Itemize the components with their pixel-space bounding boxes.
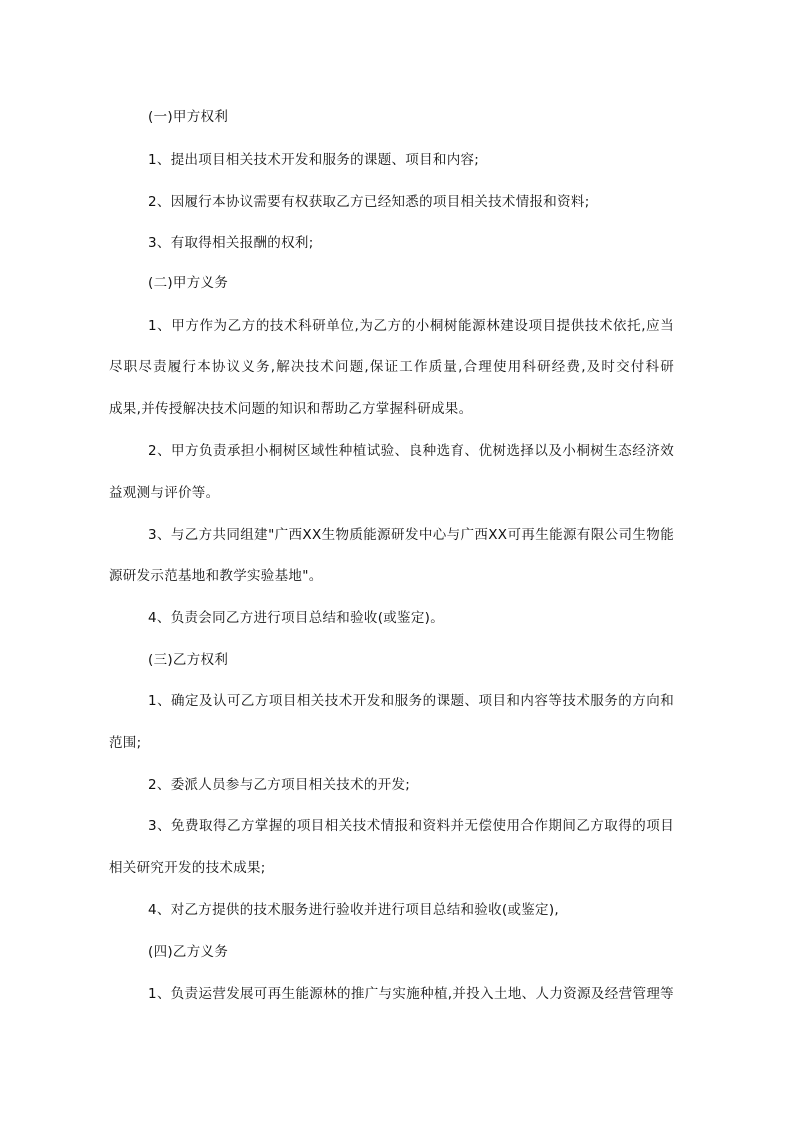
- paragraph-line: 2、因履行本协议需要有权获取乙方已经知悉的项目相关技术情报和资料;: [148, 194, 590, 210]
- paragraph-line: 尽职尽责履行本协议义务,解决技术问题,保证工作质量,合理使用科研经费,及时交付科研: [109, 359, 674, 375]
- paragraph-line: 4、负责会同乙方进行项目总结和验收(或鉴定)。: [148, 610, 445, 626]
- paragraph-line: 成果,并传授解决技术问题的知识和帮助乙方掌握科研成果。: [109, 401, 473, 417]
- paragraph-line: 1、确定及认可乙方项目相关技术开发和服务的课题、项目和内容等技术服务的方向和: [148, 693, 674, 709]
- section-heading-party-a-rights: (一)甲方权利: [148, 109, 229, 125]
- section-heading-party-b-rights: (三)乙方权利: [148, 652, 229, 668]
- paragraph-line: 1、负责运营发展可再生能源林的推广与实施种植,并投入土地、人力资源及经营管理等: [148, 986, 674, 1002]
- paragraph-line: 4、对乙方提供的技术服务进行验收并进行项目总结和验收(或鉴定),: [148, 902, 560, 918]
- paragraph-line: 源研发示范基地和教学实验基地"。: [109, 568, 323, 584]
- paragraph-line: 2、甲方负责承担小桐树区域性种植试验、良种选育、优树选择以及小桐树生态经济效: [148, 443, 674, 459]
- section-heading-party-a-obligations: (二)甲方义务: [148, 275, 229, 291]
- paragraph-line: 相关研究开发的技术成果;: [109, 860, 266, 876]
- paragraph-line: 范围;: [109, 735, 142, 751]
- paragraph-line: 3、有取得相关报酬的权利;: [148, 235, 314, 251]
- paragraph-line: 1、提出项目相关技术开发和服务的课题、项目和内容;: [148, 152, 480, 168]
- section-heading-party-b-obligations: (四)乙方义务: [148, 944, 229, 960]
- paragraph-line: 3、免费取得乙方掌握的项目相关技术情报和资料并无偿使用合作期间乙方取得的项目: [148, 818, 674, 834]
- paragraph-line: 1、甲方作为乙方的技术科研单位,为乙方的小桐树能源林建设项目提供技术依托,应当: [148, 318, 674, 334]
- paragraph-line: 益观测与评价等。: [109, 485, 220, 501]
- paragraph-line: 2、委派人员参与乙方项目相关技术的开发;: [148, 777, 411, 793]
- paragraph-line: 3、与乙方共同组建"广西XX生物质能源研发中心与广西XX可再生能源有限公司生物能: [148, 527, 674, 543]
